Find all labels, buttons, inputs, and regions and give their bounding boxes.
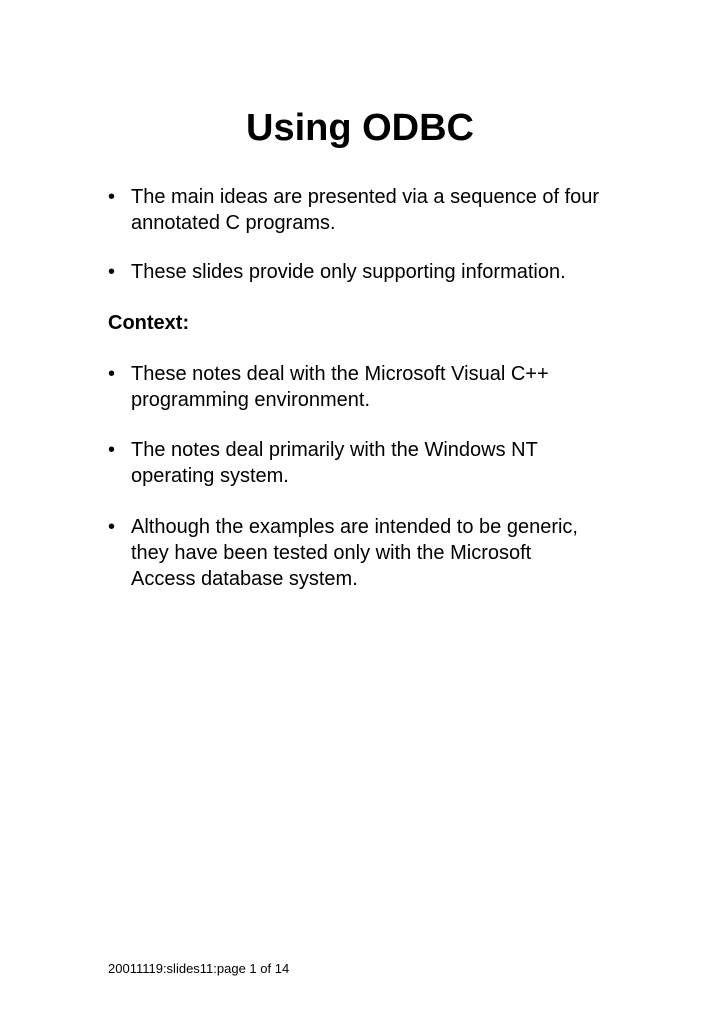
bullet-list-context-3 (108, 514, 648, 592)
bullet-text: These slides provide only supporting information. (131, 261, 566, 283)
bullet-icon: • (108, 186, 116, 208)
bullet-item (108, 514, 586, 592)
page-footer: 20011119:slides11:page 1 of 14 (108, 961, 290, 976)
bullet-item (108, 259, 671, 285)
bullet-item (108, 361, 601, 413)
bullet-list-context-1 (108, 361, 648, 413)
bullet-list-intro (108, 184, 648, 236)
bullet-icon: • (108, 261, 116, 283)
page-title: Using ODBC (246, 107, 474, 149)
context-heading: Context: (108, 312, 190, 334)
bullet-list-context-2 (108, 437, 648, 489)
bullet-text: The main ideas are presented via a sequence of four annotated C programs. (131, 186, 600, 234)
bullet-item (108, 184, 616, 236)
bullet-list-intro-2 (108, 259, 648, 285)
bullet-icon: • (108, 516, 116, 538)
bullet-text: Although the examples are intended to be generic, they have been tested only with the Microsoft Access database system. (131, 516, 578, 590)
bullet-text: These notes deal with the Microsoft Visual C++ programming environment. (131, 363, 549, 411)
bullet-text: The notes deal primarily with the Windows NT operating system. (131, 439, 538, 487)
bullet-icon: • (108, 363, 116, 385)
bullet-item (108, 437, 601, 489)
bullet-icon: • (108, 439, 116, 461)
